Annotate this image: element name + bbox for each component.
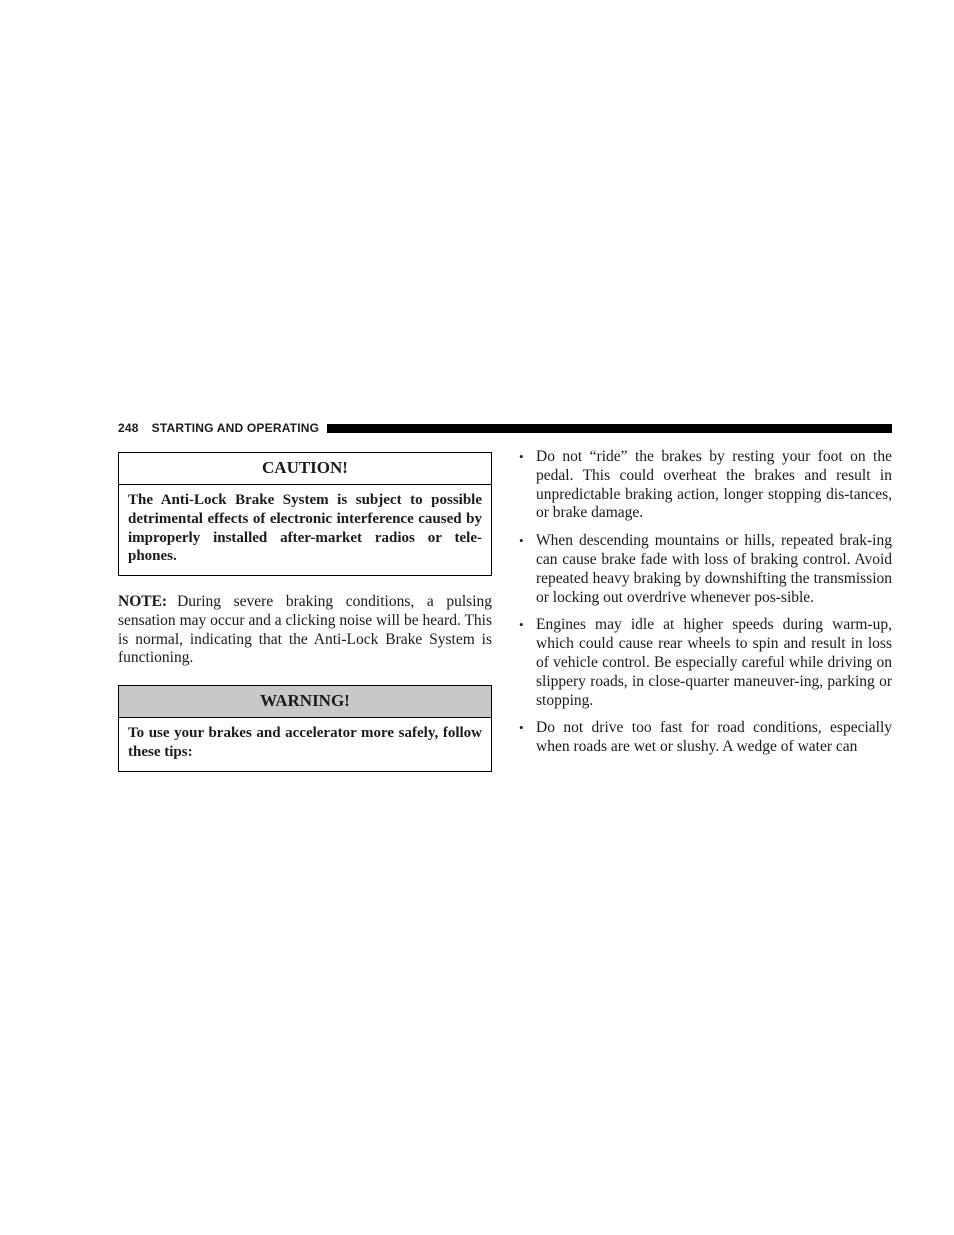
left-column (118, 452, 492, 772)
list-item (516, 616, 892, 710)
bullet-icon: • (519, 720, 524, 736)
note-text: During severe braking conditions, a pulsing sensation may occur and a clicking noise will be heard. This is normal, indicating that the Anti-Lock Brake System is functioning. (118, 593, 492, 667)
note-label: NOTE: (118, 593, 168, 610)
tip-text: Engines may idle at higher speeds during warm-up, which could cause rear wheels to spin and result in loss of vehicle control. Be especially careful while driving on slippery roads, in close-quarter maneuver-ing, parking or stopping. (536, 616, 892, 709)
tip-text: Do not “ride” the brakes by resting your foot on the pedal. This could overheat the brakes and result in unpredictable braking action, longer stopping dis-tances, or brake damage. (536, 448, 892, 522)
caution-box (118, 452, 492, 576)
tips-list (516, 448, 892, 757)
tip-text: Do not drive too fast for road conditions, especially when roads are wet or slushy. A wedge of water can (536, 719, 892, 756)
tip-text: When descending mountains or hills, repeated brak-ing can cause brake fade with loss of braking control. Avoid repeated heavy braking by downshifting the transmission or locking out overdrive whenever pos-sible. (536, 532, 892, 606)
page-header (118, 419, 892, 437)
bullet-icon: • (519, 533, 524, 549)
caution-title: CAUTION! (119, 453, 491, 485)
list-item (516, 719, 892, 757)
list-item (516, 448, 892, 523)
header-rule (327, 424, 892, 433)
warning-box (118, 685, 492, 772)
warning-body: To use your brakes and accelerator more safely, follow these tips: (128, 725, 482, 760)
bullet-icon: • (519, 449, 524, 464)
right-column (516, 448, 892, 766)
note-paragraph (118, 593, 492, 665)
page-number: 248 (118, 421, 139, 435)
list-item (516, 532, 892, 607)
caution-body: The Anti-Lock Brake System is subject to possible detrimental effects of electronic interference caused by improperly installed after-market radios or tele-phones. (128, 492, 482, 565)
bullet-icon: • (519, 617, 524, 633)
warning-title: WARNING! (119, 686, 491, 718)
section-title: STARTING AND OPERATING (151, 421, 320, 435)
